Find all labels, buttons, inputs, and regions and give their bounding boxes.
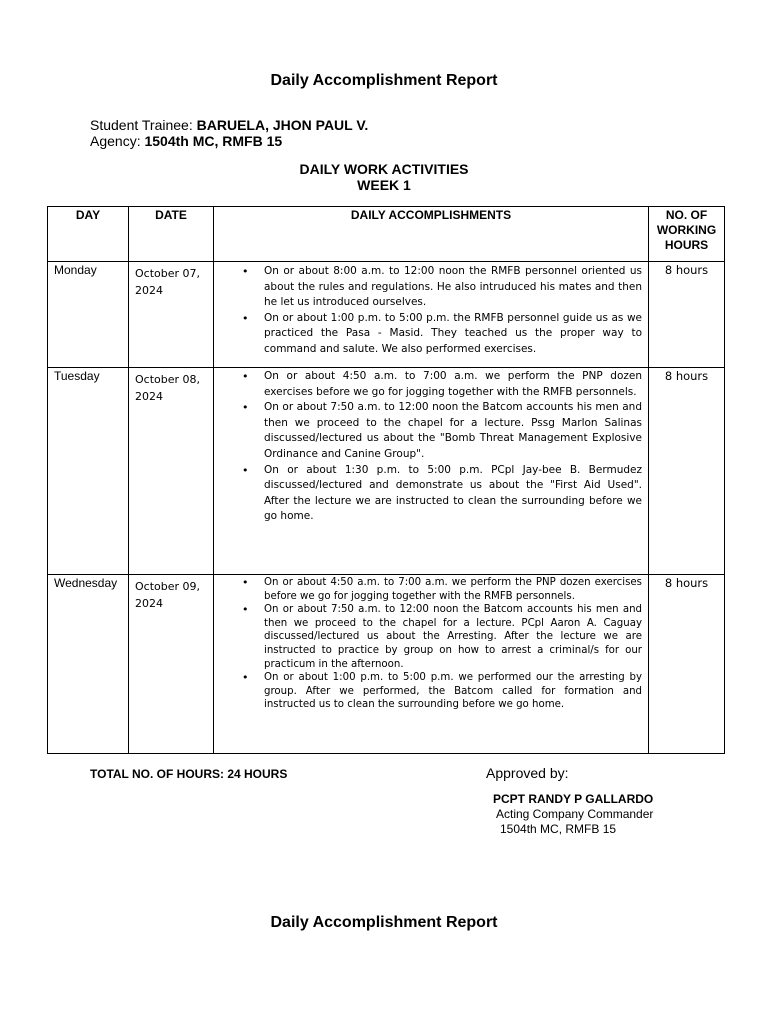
list-item: • On or about 1:00 p.m. to 5:00 p.m. we performed our the arresting by group. After we performed, the Batcom called for formation and instructed us to clean the surrounding before we go home. [264, 671, 642, 712]
hours-cell: 8 hours [649, 262, 725, 368]
date-cell: October 08, 2024 [129, 368, 214, 575]
table-header-row [48, 207, 725, 262]
header-date: DATE [129, 207, 214, 262]
day-cell: Tuesday [48, 368, 129, 575]
week-label: WEEK 1 [357, 177, 411, 193]
signer-unit: 1504th MC, RMFB 15 [500, 822, 617, 836]
approved-by-label: Approved by: [486, 765, 569, 781]
total-hours: TOTAL NO. OF HOURS: 24 HOURS [90, 767, 288, 781]
next-page-title: Daily Accomplishment Report [270, 914, 498, 931]
section-title: DAILY WORK ACTIVITIES [299, 161, 469, 177]
signer-name: PCPT RANDY P GALLARDO [493, 792, 654, 806]
date-cell: October 09, 2024 [129, 575, 214, 754]
accomplishments-cell [214, 262, 649, 368]
page-title: Daily Accomplishment Report [270, 72, 498, 89]
hours-cell: 8 hours [649, 575, 725, 754]
agency-line [90, 133, 282, 149]
list-item: • On or about 8:00 a.m. to 12:00 noon the RMFB personnel oriented us about the rules and regulations. He also intruduced his mates and then he let us introduced ourselves. [264, 264, 642, 311]
hours-cell: 8 hours [649, 368, 725, 575]
agency-label: Agency: [90, 133, 141, 149]
table-row [48, 575, 725, 754]
list-item: • On or about 7:50 a.m. to 12:00 noon the Batcom accounts his men and then we proceed to the chapel for a lecture. Pssg Marlon Salinas discussed/lectured us about the "Bomb Threat Management Explosive Ordinance and Canine Group". [264, 400, 642, 462]
day-cell: Monday [48, 262, 129, 368]
header-accomplishments: DAILY ACCOMPLISHMENTS [214, 207, 649, 262]
list-item: • On or about 7:50 a.m. to 12:00 noon the Batcom accounts his men and then we proceed to the chapel for a lecture. PCpl Aaron A. Caguay discussed/lectured us about the Arresting. After the lecture we are instructed to practice by group on how to arrest a criminal/s for our practicum in the afternoon. [264, 603, 642, 671]
list-item: • On or about 1:00 p.m. to 5:00 p.m. the RMFB personnel guide us as we practiced the Pasa - Masid. They teached us the proper way to command and salute. We also performed exercises. [264, 311, 642, 358]
table-row [48, 368, 725, 575]
signer-title: Acting Company Commander [496, 807, 654, 821]
header-working-hours: NO. OF WORKING HOURS [649, 207, 725, 262]
accomplishments-cell [214, 368, 649, 575]
date-cell: October 07, 2024 [129, 262, 214, 368]
agency-name: 1504th MC, RMFB 15 [144, 133, 283, 149]
activities-table [47, 206, 725, 754]
student-name: BARUELA, JHON PAUL V. [196, 117, 369, 133]
day-cell: Wednesday [48, 575, 129, 754]
student-trainee-line [90, 117, 368, 133]
table-row [48, 262, 725, 368]
list-item: • On or about 4:50 a.m. to 7:00 a.m. we perform the PNP dozen exercises before we go for jogging together with the RMFB personnels. [264, 576, 642, 603]
header-day: DAY [48, 207, 129, 262]
accomplishments-cell [214, 575, 649, 754]
student-label: Student Trainee: [90, 117, 193, 133]
list-item: • On or about 1:30 p.m. to 5:00 p.m. PCpl Jay-bee B. Bermudez discussed/lectured and demonstrate us about the "First Aid Used". After the lecture we are instructed to clean the surrounding before we go home. [264, 463, 642, 525]
list-item: • On or about 4:50 a.m. to 7:00 a.m. we perform the PNP dozen exercises before we go for jogging together with the RMFB personnels. [264, 369, 642, 400]
